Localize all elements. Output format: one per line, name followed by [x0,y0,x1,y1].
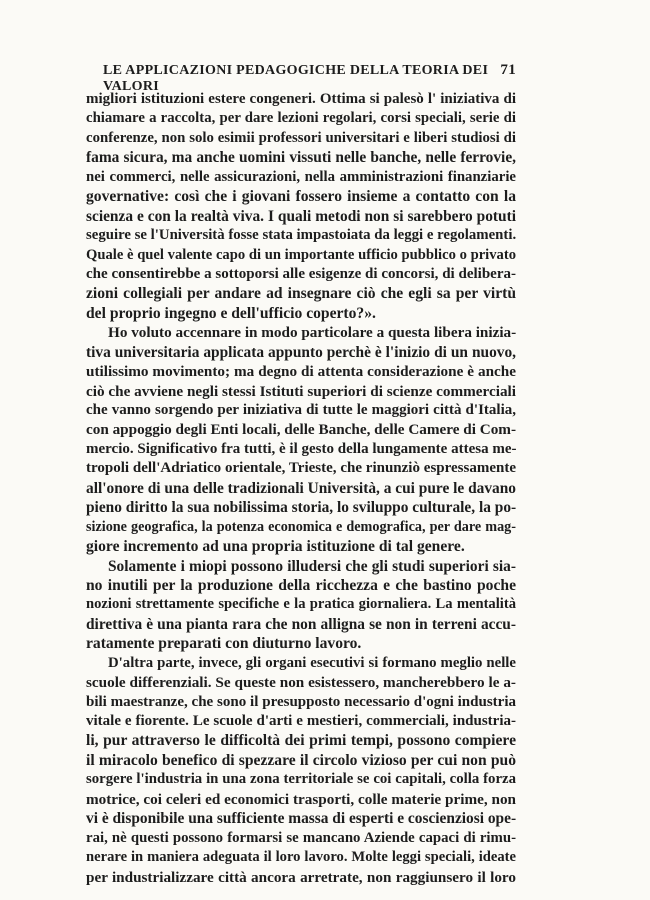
text-line: motrice, coi celeri ed economici trasporti, colle materie prime, non [86,790,516,808]
text-line: ciò che avviene negli stessi Istituti superiori di scienze commerciali [86,382,516,400]
text-line: sorgere l'industria in una zona territoriale se coi capitali, colla forza [86,771,516,788]
page-number: 71 [500,62,516,78]
text-line: conferenze, non solo esimii professori universitari e liberi studiosi di [86,129,516,146]
text-line: D'altra parte, invece, gli organi esecutivi si formano meglio nelle [108,654,516,671]
running-title: LE APPLICAZIONI PEDAGOGICHE DELLA TEORIA DEI VALORI [103,63,489,94]
text-line: li, pur attraverso le difficoltà dei primi tempi, possono compiere [86,732,516,750]
text-line: vitale e fiorente. Le scuole d'arti e mestieri, commerciali, industria- [86,713,516,729]
page-body [86,90,516,887]
text-line: Solamente i miopi possono illudersi che gli studi superiori sia- [108,557,516,575]
text-line: sizione geografica, la potenza economica e demografica, per dare mag- [86,518,516,535]
text-line: tiva universitaria applicata appunto perchè è l'inizio di un nuovo, [86,343,516,361]
text-line: mercio. Significativo fra tutti, è il gesto della lungamente attesa me- [86,440,516,457]
text-line: nozioni strettamente specifiche e la pratica giornaliera. La mentalità [86,596,516,613]
text-line: all'onore di una delle tradizionali Università, a cui pure le davano [86,479,516,497]
text-line: governative: così che i giovani fossero insieme a contatto con la [86,188,516,206]
text-line: giore incremento ad una propria istituzione di tal genere. [86,538,465,556]
text-line: migliori istituzioni estere congeneri. Ottima si palesò l' iniziativa di [86,91,516,107]
text-line: del proprio ingegno e dell'ufficio coperto?». [86,304,376,322]
text-line: che consentirebbe a sottoporsi alle esigenze di concorsi, di delibera- [86,265,516,282]
text-line: con appoggio degli Enti locali, delle Banche, delle Camere di Com- [86,421,516,439]
text-line: nei commerci, nelle assicurazioni, nella amministrazioni finanziarie [86,168,516,185]
text-line: chiamare a raccolta, per dare lezioni regolari, corsi speciali, serie di [86,110,516,127]
text-line: direttiva è una pianta rara che non alligna se non in terreni accu- [86,615,516,633]
text-line: zioni collegiali per andare ad insegnare ciò che egli sa per virtù [86,285,516,303]
text-line: seguire se l'Università fosse stata impastoiata da leggi e regolamenti. [86,227,516,244]
text-line: fama sicura, ma anche uomini vissuti nelle banche, nelle ferrovie, [86,149,516,167]
text-line: vi è disponibile una sufficiente massa di esperti e coscienziosi ope- [86,810,516,828]
text-line: no inutili per la produzione della ricchezza e che bastino poche [86,576,516,594]
text-line: per industrializzare città ancora arretrate, non raggiunsero il loro [86,868,516,886]
text-line: il miracolo benefico di spezzare il circolo vizioso per cui non può [86,751,516,769]
text-line: ratamente preparati con diuturno lavoro. [86,635,362,653]
text-line: scuole differenziali. Se queste non esistessero, mancherebbero le a- [86,674,516,692]
text-line: Quale è quel valente capo di un importante ufficio pubblico o privato [86,246,516,263]
text-line: che vanno sorgendo per iniziativa di tutte le maggiori città d'Italia, [86,402,516,418]
text-line: scienza e con la realtà viva. I quali metodi non si sarebbero potuti [86,207,516,225]
text-line: nerare in maniera adeguata il loro lavoro. Molte leggi speciali, ideate [86,849,516,866]
text-line: bili maestranze, che sono il presupposto necessario d'ogni industria [86,693,516,710]
text-line: pieno diritto la sua nobilissima storia, lo sviluppo culturale, la po- [86,499,516,517]
text-line: Ho voluto accennare in modo particolare a questa libera inizia- [108,324,516,342]
text-line: tropoli dell'Adriatico orientale, Trieste, che rinunziò espressamente [86,460,516,477]
text-line: rai, nè questi possono formarsi se mancano Aziende capaci di rimu- [86,829,516,846]
text-line: utilissimo movimento; ma degno di attenta considerazione è anche [86,363,516,381]
